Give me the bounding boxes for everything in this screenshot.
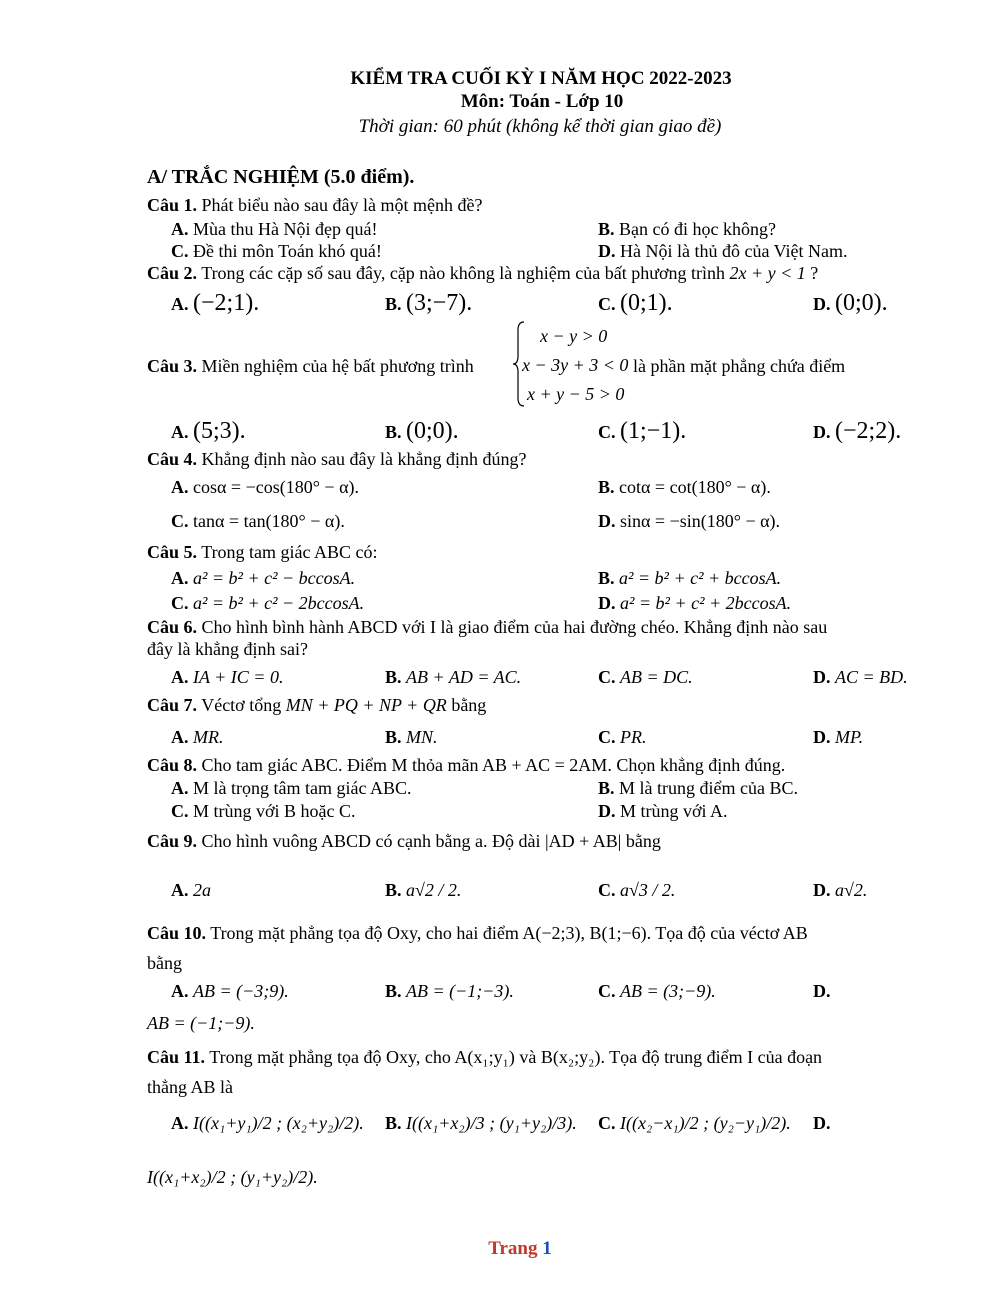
question-11-line-2: thẳng AB là — [147, 1077, 233, 1097]
question-2: Câu 2. Trong các cặp số sau đây, cặp nào không là nghiệm của bất phương trình 2x + y < 1 ? — [147, 263, 819, 283]
page-number: 1 — [542, 1238, 552, 1259]
q10-option-c: C. AB = (3;−9). — [598, 981, 716, 1001]
section-heading: A/ TRẮC NGHIỆM (5.0 điểm). — [147, 166, 415, 188]
q10-option-d-label: D. — [813, 981, 831, 1001]
question-8: Câu 8. Cho tam giác ABC. Điểm M thỏa mãn AB + AC = 2AM. Chọn khẳng định đúng. — [147, 755, 786, 775]
q9-option-b: B. a√2 / 2. — [385, 880, 462, 900]
question-5: Câu 5. Trong tam giác ABC có: — [147, 542, 378, 562]
q8-option-c: C. M trùng với B hoặc C. — [171, 801, 356, 821]
q5-option-d: D. a² = b² + c² + 2bccosA. — [598, 593, 792, 613]
q1-option-a: A. Mùa thu Hà Nội đẹp quá! — [171, 219, 378, 239]
q9-option-c: C. a√3 / 2. — [598, 880, 676, 900]
q8-option-a: A. M là trọng tâm tam giác ABC. — [171, 778, 412, 798]
question-4: Câu 4. Khẳng định nào sau đây là khẳng định đúng? — [147, 449, 527, 469]
question-11: Câu 11. Trong mặt phẳng tọa độ Oxy, cho A(x₁;y₁) và B(x₂;y₂). Tọa độ trung điểm I của đoạn — [147, 1047, 823, 1067]
question-10: Câu 10. Trong mặt phẳng tọa độ Oxy, cho hai điểm A(−2;3), B(1;−6). Tọa độ của véctơ AB — [147, 923, 808, 943]
q4-option-c: C. tanα = tan(180° − α). — [171, 511, 345, 531]
q1-option-c: C. Đề thi môn Toán khó quá! — [171, 241, 382, 261]
q5-option-c: C. a² = b² + c² − 2bccosA. — [171, 593, 365, 613]
q2-option-c: C. (0;1). — [598, 290, 673, 316]
system-line-3: x + y − 5 > 0 — [527, 384, 625, 404]
q3-option-c: C. (1;−1). — [598, 418, 687, 444]
q1-option-d: D. Hà Nội là thủ đô của Việt Nam. — [598, 241, 848, 261]
exam-subject: Môn: Toán - Lớp 10 — [460, 91, 624, 112]
q8-option-b: B. M là trung điểm của BC. — [598, 778, 798, 798]
q7-option-a: A. MR. — [171, 727, 224, 747]
q4-option-d: D. sinα = −sin(180° − α). — [598, 511, 781, 531]
q6-option-d: D. AC = BD. — [813, 667, 908, 687]
exam-time: Thời gian: 60 phút (không kể thời gian giao đề) — [358, 116, 722, 137]
exam-title: KIỂM TRA CUỐI KỲ I NĂM HỌC 2022-2023 — [350, 68, 732, 89]
q1-option-b: B. Bạn có đi học không? — [598, 219, 776, 239]
q5-option-b: B. a² = b² + c² + bccosA. — [598, 568, 782, 588]
q6-option-b: B. AB + AD = AC. — [385, 667, 522, 687]
q7-option-b: B. MN. — [385, 727, 438, 747]
q10-option-b: B. AB = (−1;−3). — [385, 981, 514, 1001]
q11-option-c: C. I((x₂−x₁)/2 ; (y₂−y₁)/2). — [598, 1113, 791, 1133]
page-footer — [0, 1238, 1000, 1260]
q10-option-d: AB = (−1;−9). — [147, 1013, 255, 1033]
q4-option-b: B. cotα = cot(180° − α). — [598, 477, 771, 497]
q3-option-a: A. (5;3). — [171, 418, 246, 444]
q7-option-d: D. MP. — [813, 727, 864, 747]
q9-option-a: A. 2a — [171, 880, 211, 900]
q2-option-d: D. (0;0). — [813, 290, 888, 316]
question-3: Câu 3. Miền nghiệm của hệ bất phương trình — [147, 356, 474, 376]
question-9: Câu 9. Cho hình vuông ABCD có cạnh bằng a. Độ dài |AD + AB| bằng — [147, 831, 661, 851]
q2-option-a: A. (−2;1). — [171, 290, 260, 316]
q11-option-d: I((x₁+x₂)/2 ; (y₁+y₂)/2). — [147, 1167, 318, 1187]
q11-option-a: A. I((x₁+y₁)/2 ; (x₂+y₂)/2). — [171, 1113, 364, 1133]
q10-option-a: A. AB = (−3;9). — [171, 981, 289, 1001]
q11-option-b: B. I((x₁+x₂)/3 ; (y₁+y₂)/3). — [385, 1113, 577, 1133]
q7-option-c: C. PR. — [598, 727, 647, 747]
question-6: Câu 6. Cho hình bình hành ABCD với I là giao điểm của hai đường chéo. Khẳng định nào sau — [147, 617, 828, 637]
system-line-2: x − 3y + 3 < 0 — [522, 355, 629, 375]
q6-option-a: A. IA + IC = 0. — [171, 667, 284, 687]
q4-option-a: A. cosα = −cos(180° − α). — [171, 477, 359, 497]
question-7: Câu 7. Véctơ tổng MN + PQ + NP + QR bằng — [147, 695, 487, 715]
question-3-tail: là phần mặt phẳng chứa điểm — [633, 356, 846, 376]
question-6-line-2: đây là khẳng định sai? — [147, 639, 308, 659]
q3-option-b: B. (0;0). — [385, 418, 459, 444]
q9-option-d: D. a√2. — [813, 880, 868, 900]
footer-word: Trang — [488, 1238, 538, 1259]
q5-option-a: A. a² = b² + c² − bccosA. — [171, 568, 356, 588]
q11-option-d-label: D. — [813, 1113, 831, 1133]
q6-option-c: C. AB = DC. — [598, 667, 693, 687]
system-line-1: x − y > 0 — [540, 326, 608, 346]
q2-option-b: B. (3;−7). — [385, 290, 473, 316]
question-10-line-2: bằng — [147, 953, 182, 973]
q3-option-d: D. (−2;2). — [813, 418, 902, 444]
question-1: Câu 1. Phát biểu nào sau đây là một mệnh đề? — [147, 195, 483, 215]
q8-option-d: D. M trùng với A. — [598, 801, 728, 821]
